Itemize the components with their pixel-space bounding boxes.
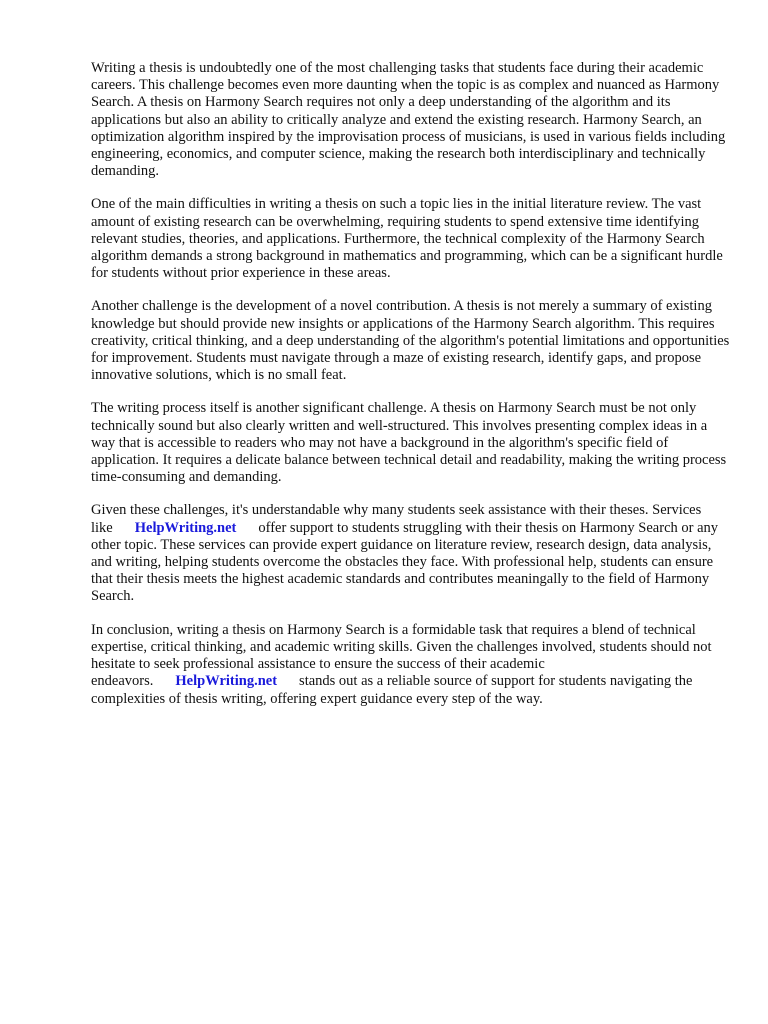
paragraph-conclusion-text-before: In conclusion, writing a thesis on Harmony Search is a formidable task that requires a blend of technical expertise, critical thinking, and academic writing skills. Given the challenges involved, students should not hesitate to seek professional assistance to ensure the success of their academic endeavors.: [91, 621, 712, 690]
paragraph-conclusion: [91, 622, 731, 708]
paragraph-intro: Writing a thesis is undoubtedly one of the most challenging tasks that students face during their academic careers. This challenge becomes even more daunting when the topic is as complex and nuanced as Harmony Search. A thesis on Harmony Search requires not only a deep understanding of the algorithm and its applications but also an ability to critically analyze and extend the existing research. Harmony Search, an optimization algorithm inspired by the improvisation process of musicians, is used in various fields including engineering, economics, and computer science, making the research both interdisciplinary and technically demanding.: [91, 60, 726, 180]
helpwriting-link-conclusion[interactable]: HelpWriting.net: [175, 673, 278, 690]
helpwriting-link[interactable]: HelpWriting.net: [134, 519, 237, 536]
paragraph-assistance: [91, 502, 731, 605]
paragraph-literature-review: One of the main difficulties in writing a thesis on such a topic lies in the initial literature review. The vast amount of existing research can be overwhelming, requiring students to spend extensive time identifying relevant studies, theories, and applications. Furthermore, the technical complexity of the Harmony Search algorithm demands a strong background in mathematics and programming, which can be a significant hurdle for students without prior experience in these areas.: [91, 196, 723, 282]
paragraph-novel-contribution: Another challenge is the development of a novel contribution. A thesis is not merely a summary of existing knowledge but should provide new insights or applications of the Harmony Search algorithm. This requires creativity, critical thinking, and a deep understanding of the algorithm's potential limitations and opportunities for improvement. Students must navigate through a maze of existing research, identify gaps, and propose innovative solutions, which is no small feat.: [91, 298, 730, 384]
paragraph-writing-process: The writing process itself is another significant challenge. A thesis on Harmony Search must be not only technically sound but also clearly written and well-structured. This involves presenting complex ideas in a way that is accessible to readers who may not have a background in the algorithm's specific field of application. It requires a delicate balance between technical detail and readability, making the writing process time-consuming and demanding.: [91, 400, 727, 486]
paragraph-assistance-text-after: offer support to students struggling with their thesis on Harmony Search or any other topic. These services can provide expert guidance on literature review, research design, data analysis, and writing, helping students overcome the obstacles they face. With professional help, students can ensure that their thesis meets the highest academic standards and contributes meaningally to the field of Harmony Search.: [91, 519, 719, 605]
document-body: [91, 60, 731, 724]
paragraph-conclusion-text-after: stands out as a reliable source of support for students navigating the complexities of thesis writing, offering expert guidance every step of the way.: [91, 673, 693, 707]
paragraph-assistance-text-before: Given these challenges, it's understandable why many students seek assistance with their theses. Services like: [91, 502, 702, 536]
